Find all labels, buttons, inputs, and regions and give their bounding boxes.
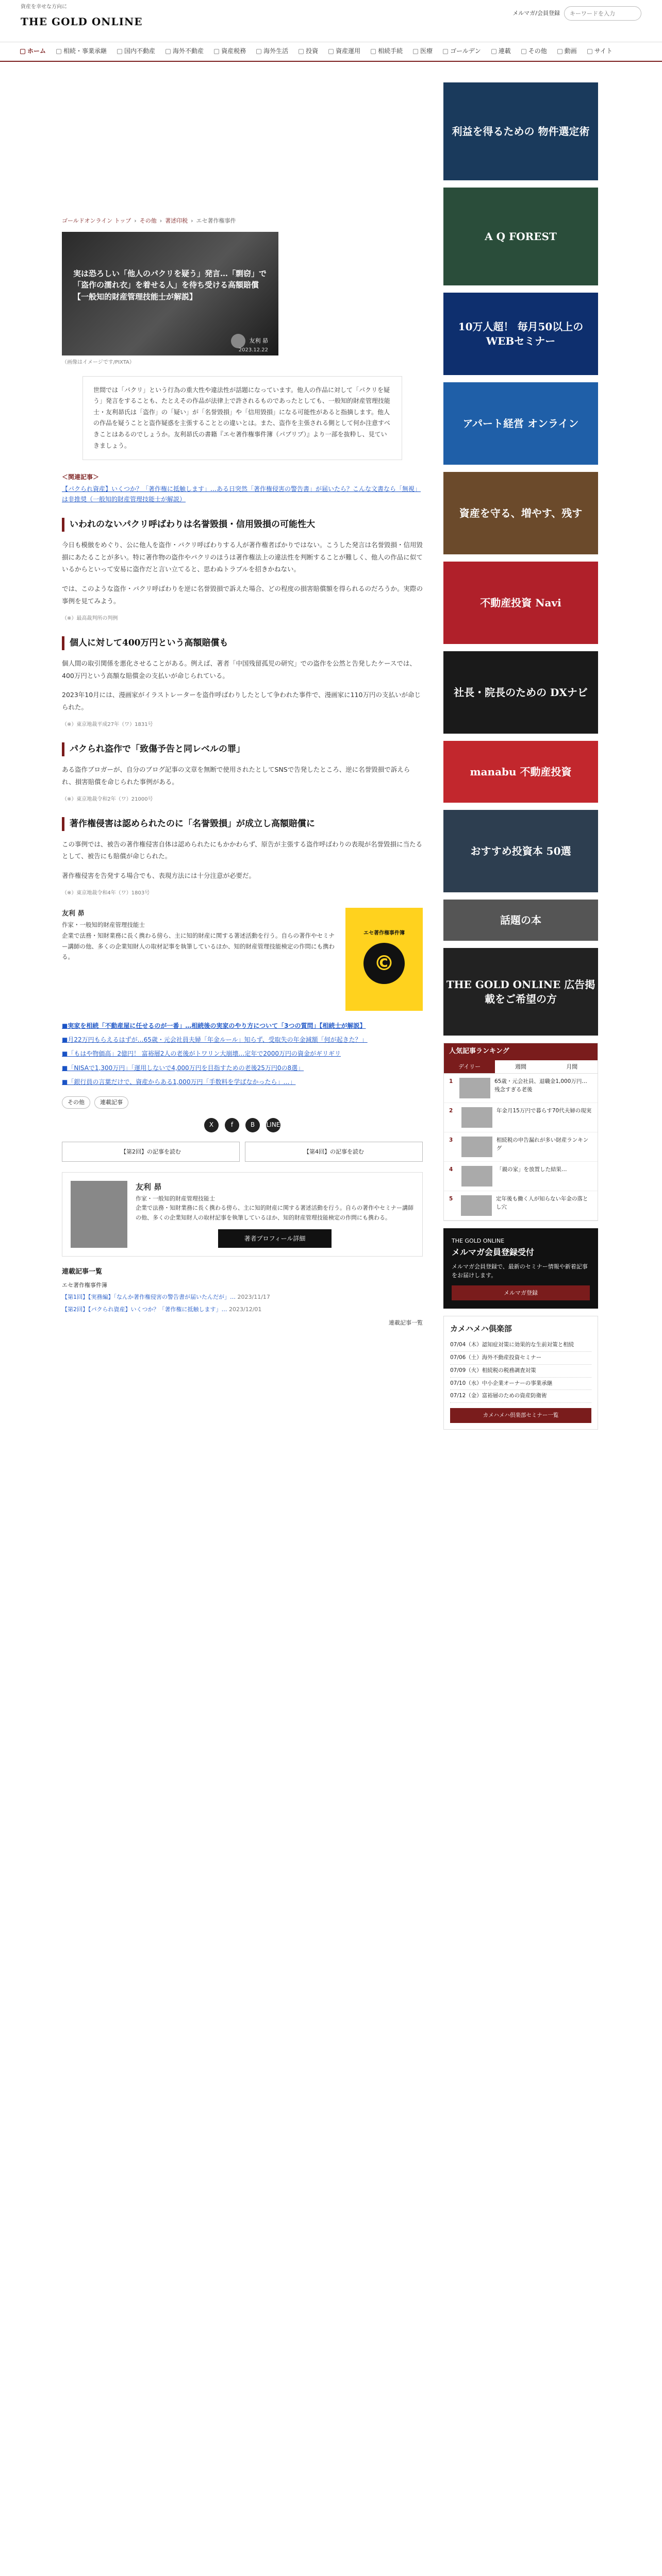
article-main — [62, 216, 423, 1327]
nav-item[interactable] — [209, 42, 251, 61]
breadcrumb-item[interactable]: ゴールドオンライン トップ — [62, 217, 131, 224]
club-box: カメハメハ倶楽部 07/04（木）認知症対策に効果的な生前対策と相続 07/06（土）海外不動産投資セミナー 07/09（火）相続税の税務調査対策 07/10（水）中小企業オーナーの事業承継 07/12（金）富裕層のための資産防衛術 カメハメハ倶楽部セミナー一覧 — [443, 1316, 598, 1430]
side-banner[interactable]: 社長・院長のための DXナビ — [443, 651, 598, 734]
nav-label: 資産税務 — [221, 47, 246, 55]
series-list: 連載記事一覧 エセ著作権事件簿 【第1回】【実務編】「なんか著作権侵害の警告書が届いたんだが」… 2023/11/17 【第2回】【パクられ資産】いくつか？「著作権に抵触します」… 2023/12/01 連載記事一覧 — [62, 1267, 423, 1327]
nav-icon — [20, 49, 25, 54]
recommend-link[interactable]: ■「もはや物価高」2億円！ 富裕層2人の老後がトワリン大崩壊…定年で2000万円の資金がギリギリ — [62, 1050, 341, 1058]
nav-label: 海外不動産 — [173, 47, 204, 55]
tag-list — [62, 1096, 423, 1109]
nav-label: 連載 — [498, 47, 511, 55]
club-seminar-item[interactable]: 07/06（土）海外不動産投資セミナー — [450, 1352, 591, 1365]
ranking-row[interactable] — [444, 1132, 598, 1162]
footnote: （※）東京地裁令和2年（ワ）21000号 — [62, 796, 153, 802]
side-banner[interactable]: 資産を守る、増やす、残す — [443, 472, 598, 554]
ranking-title: 年金月15万円で暮らす70代夫婦の現実 — [496, 1108, 592, 1114]
newsletter-button[interactable]: メルマガ登録 — [452, 1285, 590, 1301]
nav-icon — [117, 49, 122, 54]
book-bio — [62, 908, 423, 1011]
nav-icon — [214, 49, 219, 54]
paragraph: ある盗作ブロガーが、自分のブログ記事の文章を無断で使用されたとしてSNSで告発したところ、逆に名誉毀損で訴えられ、損害賠償を命じられた事例がある。 — [62, 766, 410, 786]
paragraph: 個人間の取引関係を悪化させることがある。例えば、著者「中国残留孤児の研究」での盗作を公然と告発したケースでは、400万円という高額な賠償金の支払いが命じられている。 — [62, 659, 416, 680]
ranking-number: 3 — [449, 1137, 453, 1144]
hero-image — [62, 232, 278, 355]
site-logo[interactable]: THE GOLD ONLINE — [21, 15, 143, 28]
nav-item[interactable] — [438, 42, 486, 61]
nav-icon — [299, 49, 304, 54]
nav-item[interactable] — [15, 42, 51, 61]
bio-role: 作家・一般知的財産管理技能士 — [62, 921, 145, 929]
article-lead: 世間では「パクリ」という行為の重大性や違法性が話題になっています。他人の作品に対して「パクリを疑う」発言をすることも、たとえその作品が法律上で許されるものであったとしても、一般知的財産管理技能士・友利昴氏は「盗作」の「疑い」が「名誉毀損」や「信用毀損」になる可能性があると指摘します。他人の作品を疑うことと盗作疑惑を主張することとの違いとは。また、盗作を主張される側として何か注意すべきことはあるのでしょうか。友利昴氏の書籍『エセ著作権事件簿（パブリブ）』より一部を抜粋し、見ていきましょう。 — [82, 376, 402, 461]
ranking-number: 4 — [449, 1166, 453, 1173]
nav-item[interactable] — [583, 42, 617, 61]
breadcrumb-current: エセ著作権事件 — [196, 217, 236, 224]
related-link[interactable]: 【パクられ資産】いくつか？「著作権に抵触します」…ある日突然「著作権侵害の警告書」が届いたら？こんな文書なら「無視」は非推奨（一般知的財産管理技能士が解説） — [62, 485, 421, 503]
side-banner[interactable]: THE GOLD ONLINE 広告掲載をご希望の方 — [443, 948, 598, 1036]
breadcrumb-item[interactable]: 著述印税 — [165, 217, 188, 224]
recommend-link[interactable]: ■「銀行員の言葉だけで、資産からある1,000万円「手数料を学ばなかったら」…」 — [62, 1078, 296, 1086]
nav-icon — [587, 49, 592, 54]
paragraph: 2023年10月には、漫画家がイラストレーターを盗作呼ばわりしたとして争われた事件で、漫画家に110万円の支払いが命じられた。 — [62, 691, 421, 711]
site-tagline: 資産を幸せな方向に — [21, 4, 67, 10]
side-banner[interactable]: 話題の本 — [443, 900, 598, 941]
author-role: 作家・一般知的財産管理技能士 — [136, 1195, 215, 1202]
side-banner[interactable]: 10万人超！ 毎月50以上の WEBセミナー — [443, 293, 598, 375]
share-icon[interactable]: f — [225, 1118, 239, 1132]
nav-label: 医療 — [420, 47, 433, 55]
author-photo — [71, 1181, 127, 1248]
ranking-title: 65歳・元会社員、退職金1,000万円…残念すぎる老後 — [494, 1078, 587, 1093]
ranking-number: 5 — [449, 1196, 453, 1202]
ranking-number: 2 — [449, 1108, 453, 1114]
nav-item[interactable] — [161, 42, 208, 61]
nav-label: ゴールデン — [450, 47, 481, 55]
author-box — [62, 1172, 423, 1257]
article-title: 実は恐ろしい「他人のパクリを疑う」発言…「剽窃」で「盗作の濡れ衣」を着せる人」を待ち受ける高額賠償【一般知的財産管理技能士が解説】 — [73, 268, 267, 301]
club-seminar-item[interactable]: 07/10（水）中小企業オーナーの事業承継 — [450, 1378, 591, 1391]
nav-icon — [557, 49, 562, 54]
ranking-row[interactable] — [444, 1074, 598, 1103]
side-banner[interactable]: A Q FOREST — [443, 188, 598, 285]
nav-icon — [491, 49, 496, 54]
nav-item[interactable] — [294, 42, 323, 61]
nav-icon — [443, 49, 448, 54]
nav-icon — [413, 49, 418, 54]
nav-label: 資産運用 — [336, 47, 361, 55]
nav-item[interactable] — [553, 42, 582, 61]
main-nav — [0, 42, 662, 62]
nav-icon — [521, 49, 526, 54]
footnote: （※）東京地裁令和4年（ワ）1803号 — [62, 890, 150, 896]
ranking-thumb — [461, 1137, 492, 1157]
author-profile-button[interactable]: 著者プロフィール詳細 — [218, 1229, 332, 1248]
hero-caption: （画像はイメージです/PIXTA） — [62, 359, 135, 365]
bio-text: 企業で法務・知財業務に長く携わる傍ら、主に知的財産に関する著述活動を行う。自らの著作やセミナー講師の他、多くの企業知財人の取材記事を執筆しているほか、知的財産管理技能検定の作問にも携わる。 — [62, 932, 335, 961]
pager — [62, 1142, 423, 1162]
ranking-thumb — [461, 1166, 492, 1187]
related-links: ＜関連記事＞ 【パクられ資産】いくつか？「著作権に抵触します」…ある日突然「著作権侵害の警告書」が届いたら？こんな文書なら「無視」は非推奨（一般知的財産管理技能士が解説） — [62, 472, 423, 504]
copyright-icon: © — [363, 943, 405, 984]
ranking-tab[interactable]: 週間 — [495, 1060, 546, 1074]
ranking-title: 「親の家」を放置した結果… — [496, 1166, 567, 1173]
nav-label: 相続・事業承継 — [63, 47, 107, 55]
share-icon[interactable]: LINE — [266, 1118, 280, 1132]
footnote: （※）最高裁判所の判例 — [62, 615, 118, 621]
nav-label: 国内不動産 — [124, 47, 156, 55]
club-seminar-button[interactable]: カメハメハ倶楽部セミナー一覧 — [450, 1408, 591, 1423]
author-name: 友利 昴 — [136, 1182, 162, 1192]
club-seminar-item[interactable]: 07/04（木）認知症対策に効果的な生前対策と相続 — [450, 1339, 591, 1352]
paragraph: 今日も模倣をめぐり、公に他人を盗作・パクリ呼ばわりする人が著作権者ばかりではない。こうした発言は名誉毀損・信用毀損にあたることが多い。特に著作物の盗作やパクリのほうは著作権法上の違法性を判断することが難しく、他人の作品に似ているからといって安易に盗作だと言い立てると、思わぬトラブルを招きかねない。 — [62, 540, 423, 573]
side-banner[interactable]: 不動産投資 Navi — [443, 562, 598, 644]
tag-chip[interactable]: 連載記事 — [94, 1096, 128, 1109]
ranking-row[interactable] — [444, 1162, 598, 1191]
club-seminar-item[interactable]: 07/09（火）相続税の税務調査対策 — [450, 1365, 591, 1378]
nav-item[interactable] — [112, 42, 160, 61]
section-heading: 個人に対して400万円という高額賠償も — [62, 636, 423, 650]
ranking-thumb — [459, 1078, 490, 1098]
nav-label: 海外生活 — [263, 47, 289, 55]
recommend-links — [62, 1021, 423, 1087]
nav-item[interactable] — [252, 42, 293, 61]
nav-label: 相続手続 — [378, 47, 403, 55]
prev-article-button[interactable]: 【第2回】の記事を読む — [62, 1142, 240, 1162]
ranking-tab[interactable]: 月間 — [547, 1060, 598, 1074]
nav-icon — [328, 49, 334, 54]
my-page-link[interactable]: メルマガ/会員登録 — [512, 10, 560, 17]
ranking-row[interactable] — [444, 1103, 598, 1132]
author-text: 企業で法務・知財業務に長く携わる傍ら、主に知的財産に関する著述活動を行う。自らの著作やセミナー講師の他、多くの企業知財人の取材記事を執筆しているほか、知的財産管理技能検定の作問にも携わる。 — [136, 1205, 413, 1221]
recommend-link[interactable]: ■実家を相続「不動産屋に任せるのが一番」…相続後の実家のやり方について「3つの質問」【相続士が解説】 — [62, 1022, 366, 1029]
share-icon[interactable]: B — [245, 1118, 260, 1132]
bio-name: 友利 昴 — [62, 909, 85, 918]
section-heading: パクられ盗作で「致傷予告と同レベルの罪」 — [62, 742, 423, 756]
series-more-link[interactable]: 連載記事一覧 — [389, 1319, 423, 1326]
nav-label: サイト — [594, 47, 613, 55]
hero-author[interactable]: 友利 昴 — [231, 334, 269, 348]
nav-item[interactable] — [324, 42, 365, 61]
tag-chip[interactable]: その他 — [62, 1096, 90, 1109]
nav-label: 動画 — [564, 47, 577, 55]
nav-item[interactable] — [487, 42, 516, 61]
side-banner[interactable]: 利益を得るための 物件選定術 — [443, 82, 598, 180]
ranking-title: 相続税の申告漏れが多い財産ランキング — [496, 1137, 589, 1152]
side-banner[interactable]: アパート経営 オンライン — [443, 382, 598, 465]
side-banner[interactable]: manabu 不動産投資 — [443, 741, 598, 803]
nav-icon — [166, 49, 171, 54]
next-article-button[interactable]: 【第4回】の記事を読む — [245, 1142, 423, 1162]
footnote: （※）東京地裁平成27年（ワ）1831号 — [62, 721, 153, 727]
series-date: 2023/12/01 — [229, 1306, 262, 1313]
nav-label: 投資 — [306, 47, 319, 55]
nav-label: ホーム — [27, 47, 46, 55]
book-cover[interactable]: エセ著作権事件簿 © — [345, 908, 423, 1011]
ranking-box: 人気記事ランキング デイリー 週間 月間 1 65歳・元会社員、退職金1,000万円…残念すぎる老後 2 年金月15万円で暮らす70代夫婦の現実 3 相続税の申告漏れが多い財産ランキング 4 「親の家」を放置した結果… 5 定年後も働く人が知らない年金の落とし穴 — [443, 1043, 598, 1221]
paragraph: 著作権侵害を告発する場合でも、表現方法には十分注意が必要だ。 — [62, 872, 256, 880]
nav-item[interactable] — [408, 42, 437, 61]
breadcrumb-item[interactable]: その他 — [139, 217, 157, 224]
series-date: 2023/11/17 — [237, 1294, 270, 1301]
share-icon[interactable]: X — [204, 1118, 219, 1132]
paragraph: この事例では、被告の著作権侵害自体は認められたにもかかわらず、原告が主張する盗作呼ばわりの表現が名誉毀損に当たるとして、被告にも賠償が命じられた。 — [62, 840, 423, 860]
series-item[interactable]: 【第2回】【パクられ資産】いくつか？「著作権に抵触します」… 2023/12/01 — [62, 1306, 262, 1313]
nav-icon — [371, 49, 376, 54]
nav-item[interactable] — [517, 42, 552, 61]
ranking-title: 定年後も働く人が知らない年金の落とし穴 — [496, 1196, 588, 1211]
search-input[interactable] — [564, 6, 641, 21]
recommend-link[interactable]: ■「NISAで1,300万円」「運用しないで4,000万円を目指すための老後25万円0の8選」 — [62, 1064, 304, 1072]
ranking-thumb — [461, 1107, 492, 1128]
breadcrumb: ゴールドオンライン トップ › その他 › 著述印税 › エセ著作権事件 — [62, 216, 423, 226]
ranking-number: 1 — [449, 1078, 453, 1085]
article-date: 2023.12.22 — [238, 347, 268, 353]
nav-icon — [56, 49, 61, 54]
series-item[interactable]: 【第1回】【実務編】「なんか著作権侵害の警告書が届いたんだが」… 2023/11/17 — [62, 1294, 270, 1301]
nav-label: その他 — [528, 47, 547, 55]
section-heading: 著作権侵害は認められたのに「名誉毀損」が成立し高額賠償に — [62, 817, 423, 831]
club-seminar-item[interactable]: 07/12（金）富裕層のための資産防衛術 — [450, 1390, 591, 1403]
site-header — [0, 0, 662, 42]
side-banner[interactable]: おすすめ投資本 50選 — [443, 810, 598, 892]
nav-icon — [256, 49, 261, 54]
nav-item[interactable] — [366, 42, 407, 61]
article-body — [62, 518, 423, 897]
ranking-tab[interactable]: デイリー — [444, 1060, 495, 1074]
paragraph: では、このような盗作・パクリ呼ばわりを逆に名誉毀損で訴えた場合、どの程度の損害賠償額を得られるのだろうか。実際の事例を見てみよう。 — [62, 585, 423, 605]
ranking-thumb — [461, 1195, 492, 1216]
member-box: THE GOLD ONLINE メルマガ会員登録受付 メルマガ会員登録で、最新のセミナー情報や新着記事をお届けします。 メルマガ登録 — [443, 1228, 598, 1309]
sidebar — [443, 82, 598, 1437]
section-heading: いわれのないパクリ呼ばわりは名誉毀損・信用毀損の可能性大 — [62, 518, 423, 532]
recommend-link[interactable]: ■月22万円もらえるはずが…65歳・元会社員夫婦「年金ルール」知らず、受取失の年金減額「何が起きた？」 — [62, 1036, 368, 1044]
ranking-row[interactable] — [444, 1191, 598, 1221]
nav-item[interactable] — [52, 42, 111, 61]
share-buttons — [62, 1118, 423, 1132]
